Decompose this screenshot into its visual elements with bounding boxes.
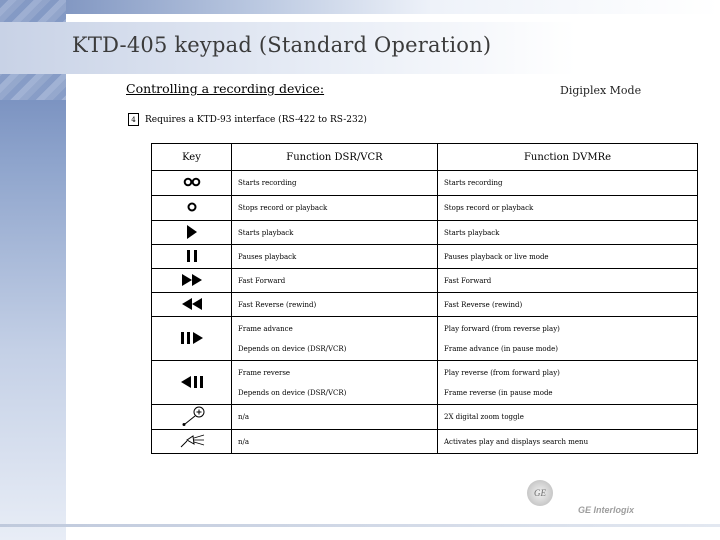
key-cell [152,221,232,245]
rewind-icon [181,297,203,311]
search-light-icon [177,431,207,451]
ge-logo [527,480,553,506]
table-row [152,221,698,245]
ge-logo-text: GE [534,488,546,498]
table-row [152,430,698,454]
key-cell [152,171,232,196]
pause-icon [186,249,198,263]
page-title: KTD-405 keypad (Standard Operation) [72,33,492,57]
dvmr-cell: Fast Reverse (rewind) [438,293,698,317]
section-heading: Controlling a recording device: [126,81,325,96]
dsr-cell: Stops record or playback [232,196,438,221]
dsr-cell [232,317,438,361]
dsr-line-2: Depends on device (DSR/VCR) [238,344,347,353]
header-dvmr: Function DVMRe [438,144,698,171]
dsr-line-1: Frame advance [238,324,293,333]
dsr-line-2: Depends on device (DSR/VCR) [238,388,347,397]
dvmr-cell [438,317,698,361]
dvmr-cell: Pauses playback or live mode [438,245,698,269]
dsr-cell: Fast Reverse (rewind) [232,293,438,317]
dvmr-cell: Activates play and displays search menu [438,430,698,454]
key-cell [152,430,232,454]
dsr-cell: Fast Forward [232,269,438,293]
frame-reverse-icon [180,375,204,389]
frame-advance-icon [180,331,204,345]
dsr-cell: n/a [232,430,438,454]
key-cell [152,293,232,317]
table-header-row [152,144,698,171]
dvmr-cell: Fast Forward [438,269,698,293]
dvmr-cell: Starts recording [438,171,698,196]
key-cell [152,361,232,405]
key-cell [152,196,232,221]
dvmr-line-2: Frame advance (in pause mode) [444,344,558,353]
dvmr-cell: 2X digital zoom toggle [438,405,698,430]
stop-icon [187,202,197,212]
key-cell [152,245,232,269]
dsr-line-1: Frame reverse [238,368,291,377]
dsr-cell [232,361,438,405]
dsr-cell: Starts recording [232,171,438,196]
play-icon [186,224,198,240]
table-row [152,317,698,361]
table-row [152,293,698,317]
dsr-cell: n/a [232,405,438,430]
key-cell [152,269,232,293]
dsr-cell: Pauses playback [232,245,438,269]
table-row [152,245,698,269]
key-cell [152,317,232,361]
brand-name: GE Interlogix [578,505,635,515]
dvmr-line-2: Frame reverse (in pause mode [444,388,553,397]
dvmr-cell: Stops record or playback [438,196,698,221]
zoom-in-icon [177,405,207,427]
dvmr-line-1: Play reverse (from forward play) [444,368,560,377]
top-decor-band [0,0,720,14]
key-cell [152,405,232,430]
keypad-function-table [151,143,698,454]
table-row [152,405,698,430]
requirement-note [128,113,367,126]
note-text: Requires a KTD-93 interface (RS-422 to RS-232) [145,114,367,125]
dvmr-line-1: Play forward (from reverse play) [444,324,560,333]
header-dsr: Function DSR/VCR [232,144,438,171]
dvmr-cell [438,361,698,405]
bottom-decor-line [0,524,720,527]
table-row [152,361,698,405]
fast-forward-icon [181,273,203,287]
record-icon [183,177,201,187]
mode-label: Digiplex Mode [560,84,642,97]
note-bullet-icon: 4 [128,113,139,126]
dvmr-cell: Starts playback [438,221,698,245]
dsr-cell: Starts playback [232,221,438,245]
table-row [152,269,698,293]
table-row [152,196,698,221]
header-key: Key [152,144,232,171]
table-row [152,171,698,196]
